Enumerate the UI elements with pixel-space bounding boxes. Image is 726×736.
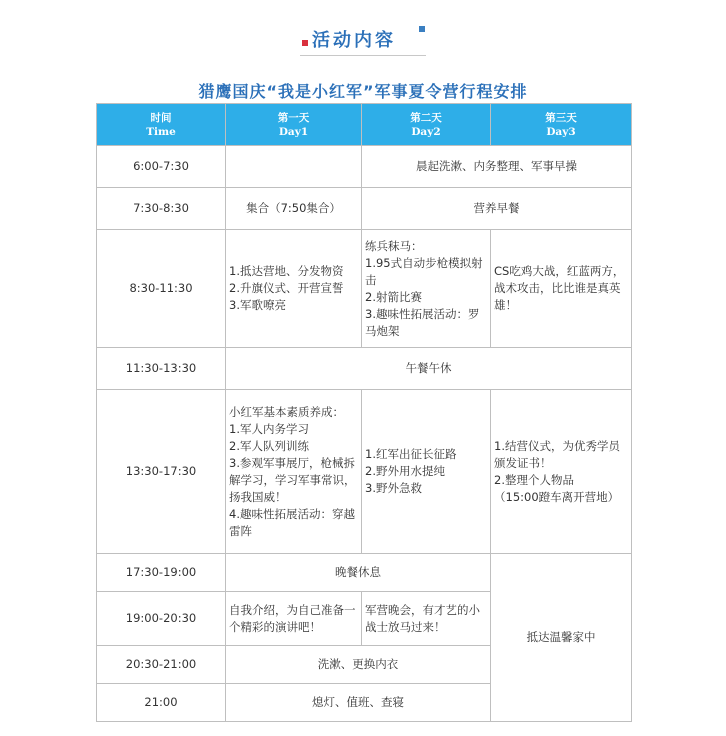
- activity-cell: 小红军基本素质养成： 1.军人内务学习 2.军人队列训练 3.参观军事展厅，枪械拆解学习，学习军事常识，扬我国威！ 4.趣味性拓展活动：穿越雷阵: [226, 390, 362, 554]
- section-header: [0, 18, 726, 68]
- section-underline: [300, 55, 426, 56]
- time-cell: 21:00: [97, 684, 226, 722]
- activity-cell: 军营晚会，有才艺的小战士放马过来！: [362, 592, 491, 646]
- activity-cell: 熄灯、值班、查寝: [226, 684, 491, 722]
- table-row: [97, 230, 632, 348]
- table-row: [97, 188, 632, 230]
- time-cell: 8:30-11:30: [97, 230, 226, 348]
- activity-cell: 1.结营仪式，为优秀学员颁发证书！ 2.整理个人物品 （15:00蹬车离开营地）: [491, 390, 632, 554]
- activity-cell: 晨起洗漱、内务整理、军事早操: [362, 146, 632, 188]
- time-cell: 13:30-17:30: [97, 390, 226, 554]
- table-row: [97, 348, 632, 390]
- column-header-time: 时间 Time: [97, 104, 226, 146]
- blue-square-decoration: [419, 26, 425, 32]
- time-cell: 17:30-19:00: [97, 554, 226, 592]
- activity-cell: 抵达温馨家中: [491, 554, 632, 722]
- time-cell: 11:30-13:30: [97, 348, 226, 390]
- activity-cell: 午餐午休: [226, 348, 632, 390]
- time-cell: 20:30-21:00: [97, 646, 226, 684]
- activity-cell: 1.红军出征长征路 2.野外用水提纯 3.野外急救: [362, 390, 491, 554]
- empty-cell: [226, 146, 362, 188]
- column-header-day2: 第二天 Day2: [362, 104, 491, 146]
- activity-cell: CS吃鸡大战，红蓝两方，战术攻击，比比谁是真英雄！: [491, 230, 632, 348]
- time-cell: 6:00-7:30: [97, 146, 226, 188]
- activity-cell: 练兵秣马： 1.95式自动步枪模拟射击 2.射箭比赛 3.趣味性拓展活动：罗马炮架: [362, 230, 491, 348]
- table-row: [97, 146, 632, 188]
- activity-cell: 集合（7:50集合）: [226, 188, 362, 230]
- schedule-table: [96, 103, 632, 722]
- activity-cell: 营养早餐: [362, 188, 632, 230]
- table-header-row: [97, 104, 632, 146]
- activity-cell: 晚餐休息: [226, 554, 491, 592]
- activity-cell: 1.抵达营地、分发物资 2.升旗仪式、开营宣誓 3.军歌嘹亮: [226, 230, 362, 348]
- activity-cell: 洗漱、更换内衣: [226, 646, 491, 684]
- table-row: [97, 554, 632, 592]
- section-title: 活动内容: [312, 30, 396, 51]
- document-title: 猎鹰国庆“我是小红军”军事夏令营行程安排: [198, 82, 528, 101]
- activity-cell: 自我介绍，为自己准备一个精彩的演讲吧！: [226, 592, 362, 646]
- column-header-day1: 第一天 Day1: [226, 104, 362, 146]
- time-cell: 19:00-20:30: [97, 592, 226, 646]
- red-square-decoration: [302, 40, 308, 46]
- column-header-day3: 第三天 Day3: [491, 104, 632, 146]
- table-row: [97, 390, 632, 554]
- time-cell: 7:30-8:30: [97, 188, 226, 230]
